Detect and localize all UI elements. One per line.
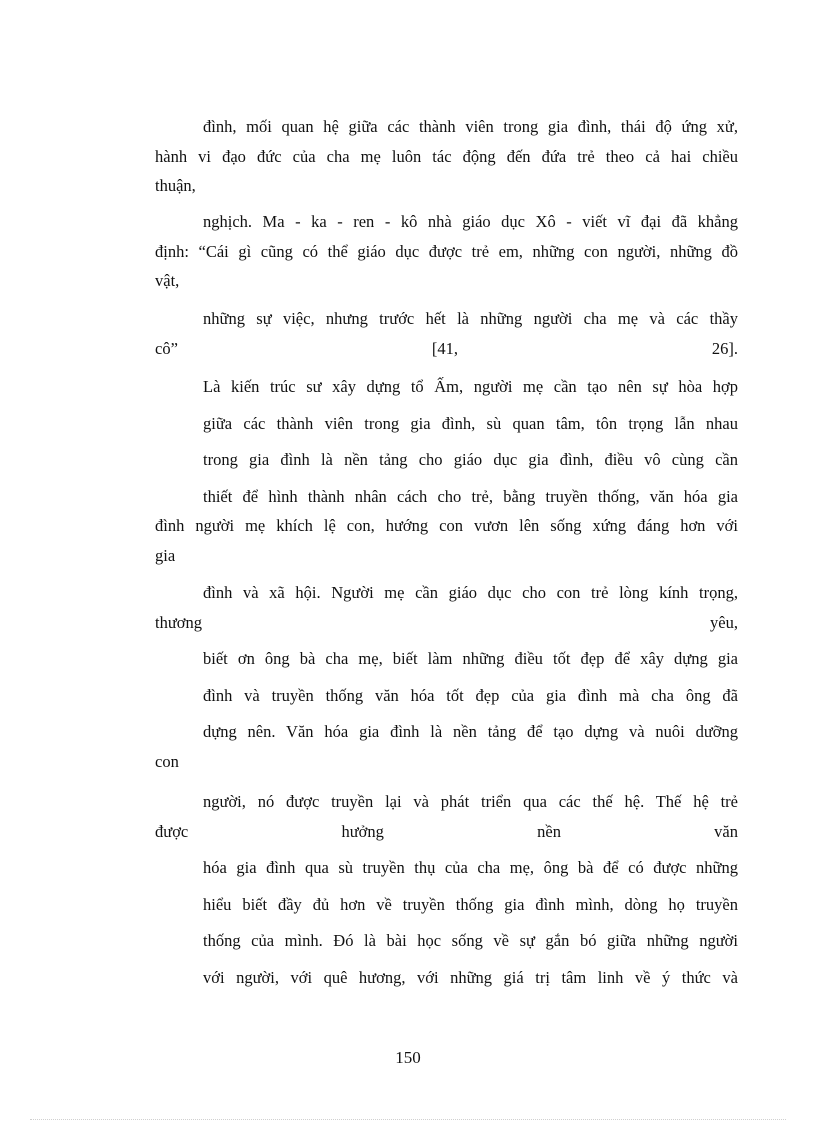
text-line: vật, <box>155 271 180 290</box>
text-line: gia <box>155 545 176 565</box>
page-bottom-divider <box>30 1119 786 1120</box>
page-number: 150 <box>395 1048 421 1067</box>
text-line: được hưởng nền văn <box>155 821 738 841</box>
text-line: thiết để hình thành nhân cách cho trẻ, bằng truyền thống, văn hóa gia <box>203 486 738 506</box>
text-line: nghịch. Ma - ka - ren - kô nhà giáo dục Xô - viết vĩ đại đã khẳng <box>203 212 738 231</box>
paragraph-2 <box>155 207 738 296</box>
paragraph-6 <box>155 787 738 992</box>
text-line: thuận, <box>155 176 196 195</box>
text-line: đình và xã hội. Người mẹ cần giáo dục cho con trẻ lòng kính trọng, <box>203 583 738 602</box>
text-line: thương yêu, <box>155 612 738 632</box>
text-line: định: “Cái gì cũng có thể giáo dục được trẻ em, những con người, những đồ <box>155 241 738 261</box>
text-line: đình, mối quan hệ giữa các thành viên trong gia đình, thái độ ứng xử, <box>203 117 738 136</box>
text-line: biết ơn ông bà cha mẹ, biết làm những điều tốt đẹp để xây dựng gia <box>203 649 738 668</box>
text-line: Là kiến trúc sư xây dựng tổ Ấm, người mẹ cần tạo nên sự hòa hợp <box>203 377 738 396</box>
text-line: đình người mẹ khích lệ con, hướng con vươn lên sống xứng đáng hơn với <box>155 516 738 535</box>
paragraph-4 <box>155 372 738 570</box>
paragraph-5 <box>155 578 738 776</box>
text-line: người, nó được truyền lại và phát triển qua các thế hệ. Thế hệ trẻ <box>203 792 738 811</box>
text-line: hiểu biết đầy đủ hơn về truyền thống gia đình mình, dòng họ truyền <box>203 894 738 914</box>
text-line: con <box>155 751 179 771</box>
citation-line: cô” [41, 26]. <box>155 338 738 358</box>
paragraph-1 <box>155 112 738 201</box>
text-line: đình và truyền thống văn hóa tốt đẹp của gia đình mà cha ông đã <box>203 685 738 705</box>
text-line: hóa gia đình qua sù truyền thụ của cha mẹ, ông bà để có được những <box>203 858 738 877</box>
text-line: giữa các thành viên trong gia đình, sù quan tâm, tôn trọng lẫn nhau <box>203 413 738 433</box>
text-line: dựng nên. Văn hóa gia đình là nền tảng để tạo dựng và nuôi dưỡng <box>203 722 738 741</box>
text-line: trong gia đình là nền tảng cho giáo dục gia đình, điều vô cùng cần <box>203 450 738 469</box>
text-line: với người, với quê hương, với những giá trị tâm linh về ý thức và <box>203 967 738 987</box>
text-line: hành vi đạo đức của cha mẹ luôn tác động đến đứa trẻ theo cả hai chiều <box>155 146 738 166</box>
paragraph-3 <box>155 304 738 363</box>
text-line: thống của mình. Đó là bài học sống về sự gắn bó giữa những người <box>203 931 738 950</box>
text-line: những sự việc, nhưng trước hết là những người cha mẹ và các thầy <box>203 309 738 328</box>
